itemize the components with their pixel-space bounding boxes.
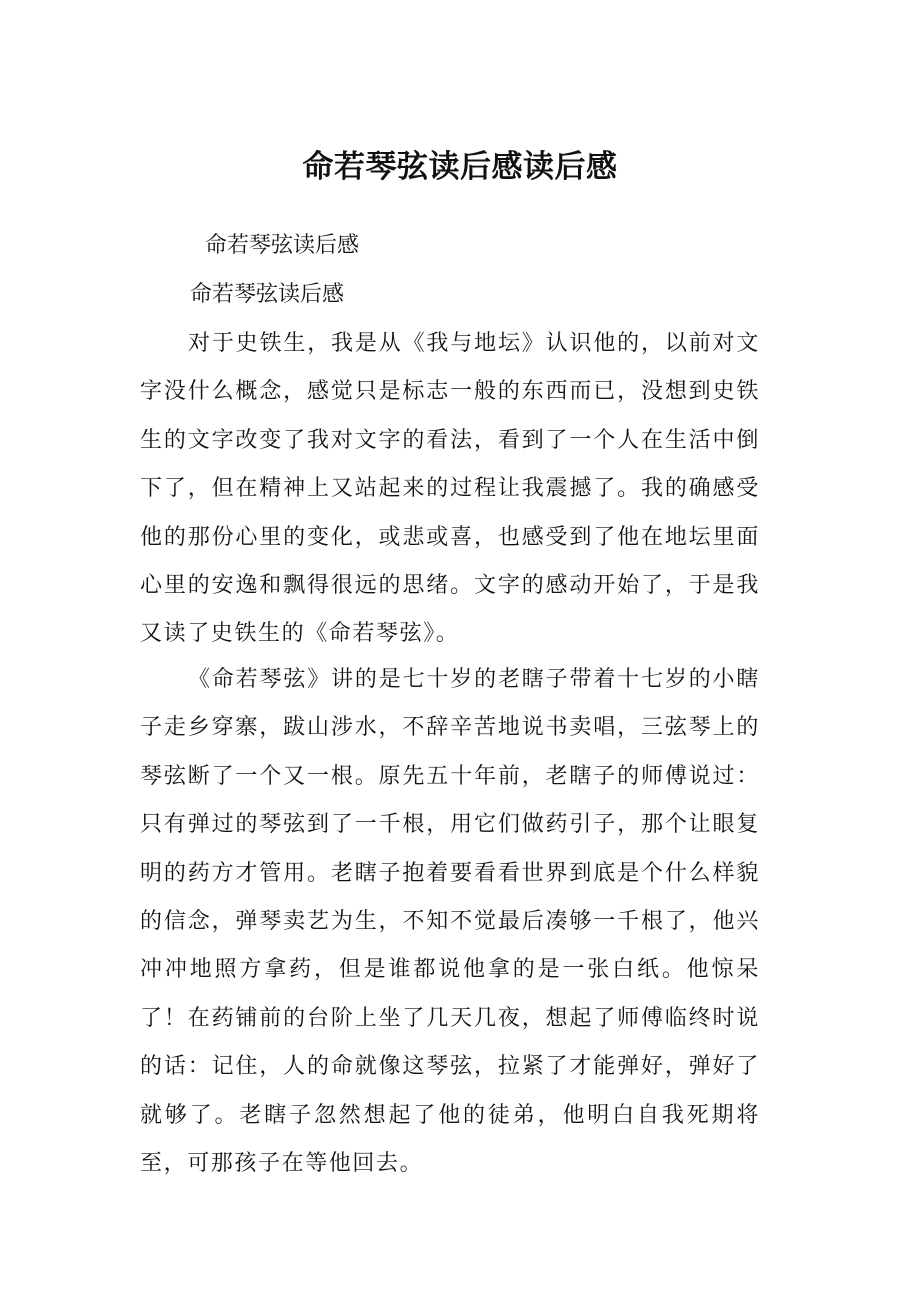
body-paragraph-2: 《命若琴弦》讲的是七十岁的老瞎子带着十七岁的小瞎子走乡穿寨，跋山涉水，不辞辛苦地说书卖唱，三弦琴上的琴弦断了一个又一根。原先五十年前，老瞎子的师傅说过：只有弹过的琴弦到了一千根，用它们做药引子，那个让眼复明的药方才管用。老瞎子抱着要看看世界到底是个什么样貌的信念，弹琴卖艺为生，不知不觉最后凑够一千根了，他兴冲冲地照方拿药，但是谁都说他拿的是一张白纸。他惊呆了！在药铺前的台阶上坐了几天几夜，想起了师傅临终时说的话：记住，人的命就像这琴弦，拉紧了才能弹好，弹好了就够了。老瞎子忽然想起了他的徒弟，他明白自我死期将至，可那孩子在等他回去。 — [140, 667, 760, 1177]
subheading-first: 命若琴弦读后感 — [205, 233, 360, 258]
subheading-second: 命若琴弦读后感 — [190, 282, 345, 307]
document-title: 命若琴弦读后感读后感 — [302, 149, 618, 185]
body-paragraph-1: 对于史铁生，我是从《我与地坛》认识他的，以前对文字没什么概念，感觉只是标志一般的东西而已，没想到史铁生的文字改变了我对文字的看法，看到了一个人在生活中倒下了，但在精神上又站起来的过程让我震撼了。我的确感受他的那份心里的变化，或悲或喜，也感受到了他在地坛里面心里的安逸和飘得很远的思绪。文字的感动开始了，于是我又读了史铁生的《命若琴弦》。 — [140, 331, 760, 647]
